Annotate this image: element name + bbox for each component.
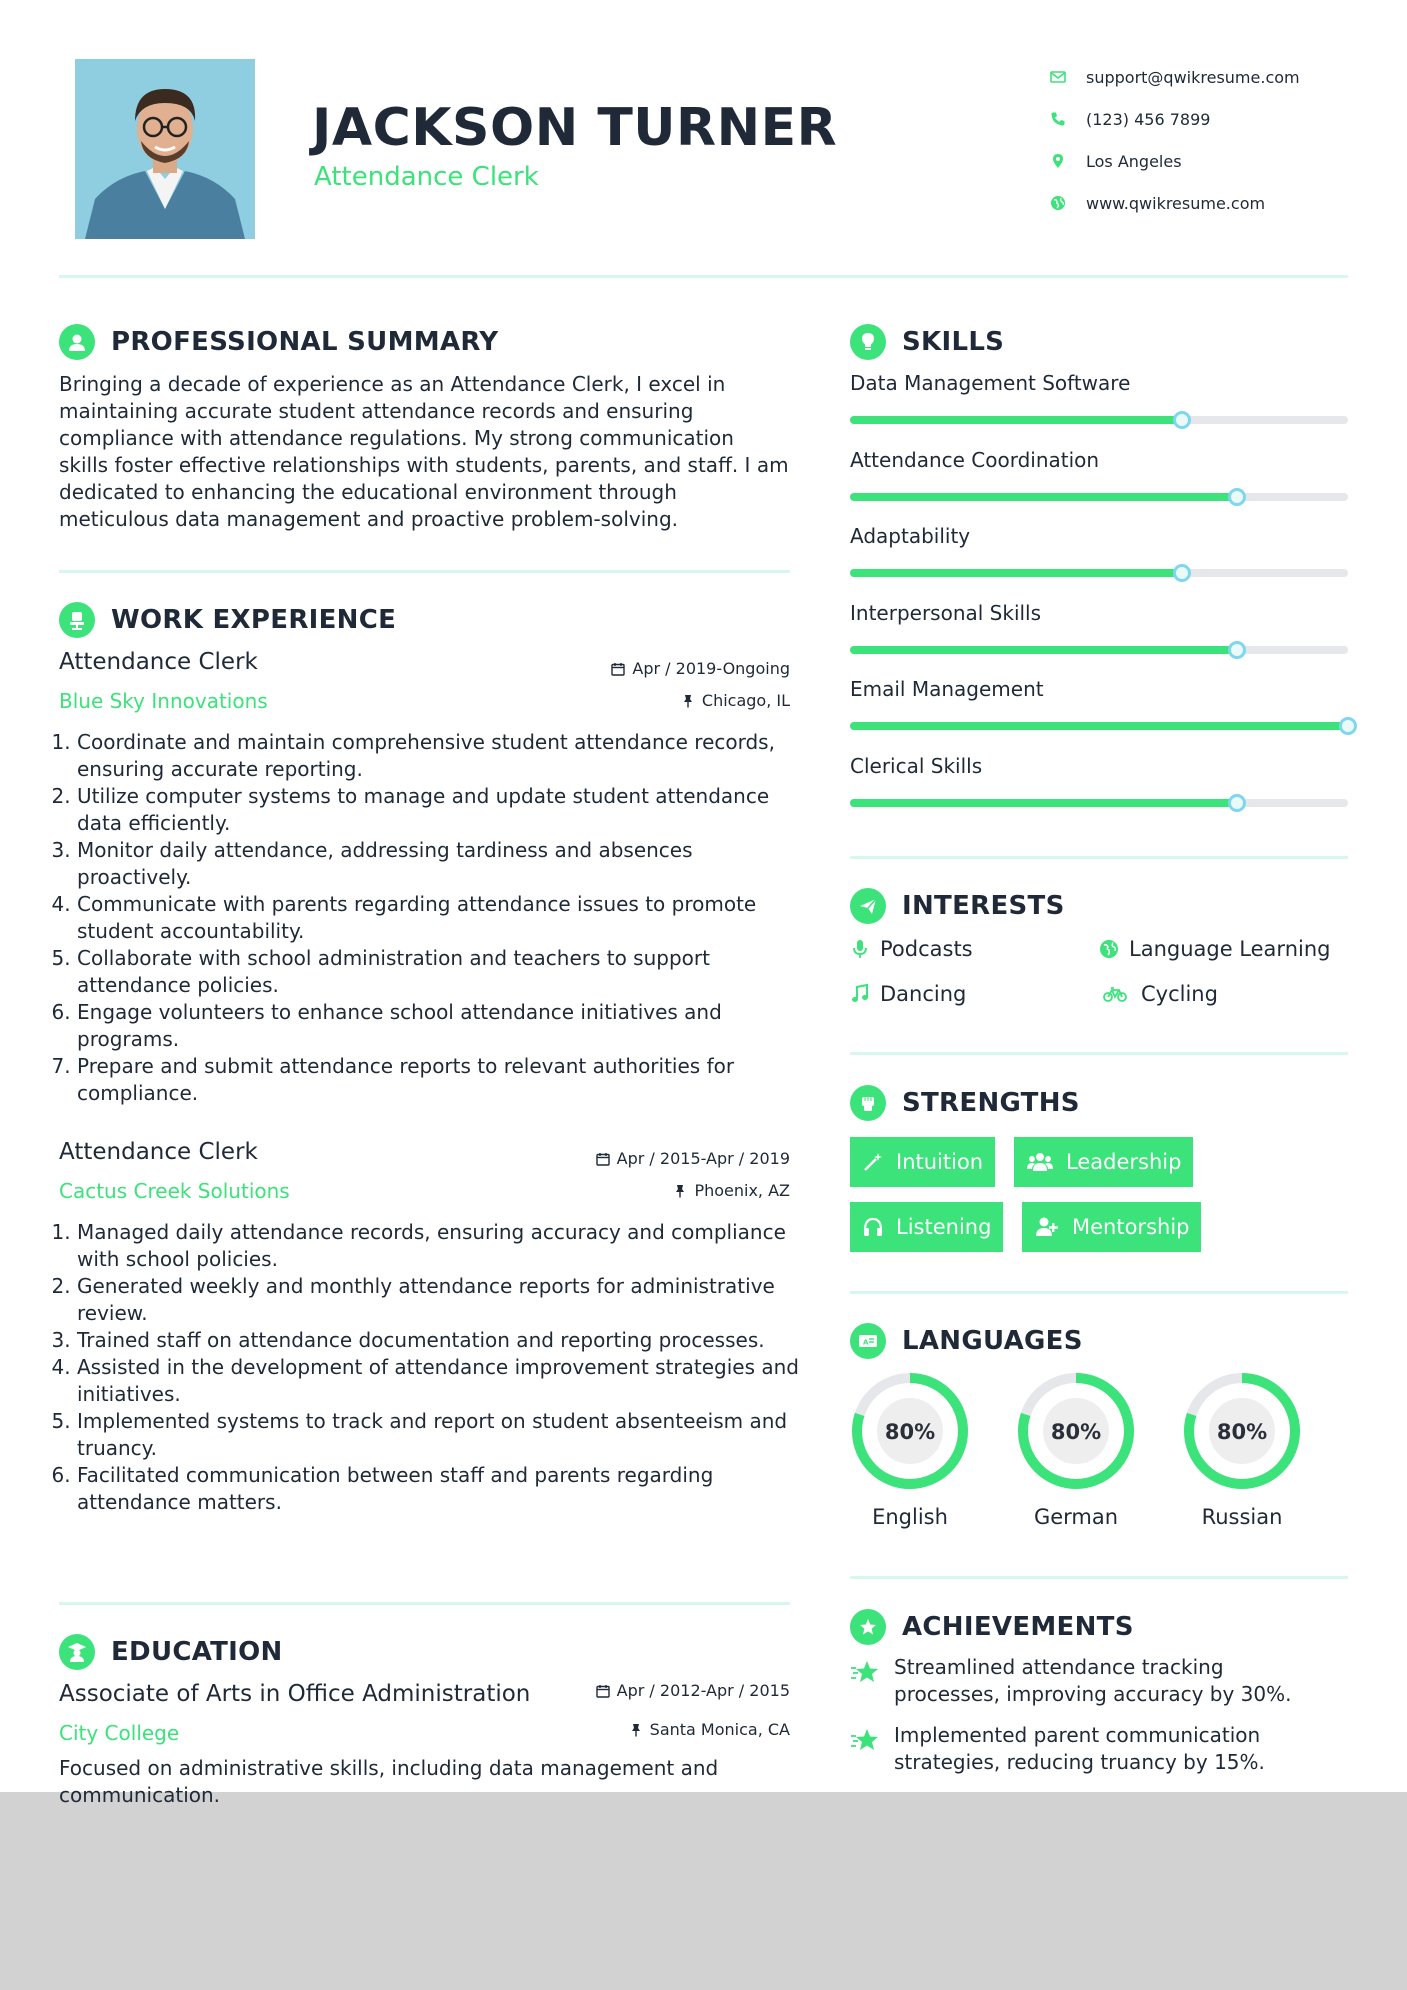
- language-percent: 80%: [1050, 1420, 1102, 1444]
- interest-label: Dancing: [880, 982, 967, 1006]
- education-dates-text: Apr / 2012-Apr / 2015: [616, 1681, 790, 1700]
- skill-bar-knob: [1173, 564, 1191, 582]
- job-2-company: Cactus Creek Solutions: [59, 1179, 290, 1203]
- contact-location-text: Los Angeles: [1086, 151, 1182, 171]
- users-icon: [1026, 1151, 1054, 1173]
- language-card-icon: [850, 1323, 886, 1359]
- language-progress-ring: [848, 1369, 972, 1493]
- achievement-text: Streamlined attendance tracking processes, improving accuracy by 30%.: [894, 1655, 1292, 1706]
- list-item: 6. Engage volunteers to enhance school attendance initiatives and programs.: [77, 999, 789, 1053]
- education-location: [629, 1720, 790, 1739]
- skill-bar: [850, 799, 1348, 807]
- list-item: 7. Prepare and submit attendance reports to relevant authorities for compliance.: [77, 1053, 789, 1107]
- calendar-icon: [611, 662, 625, 676]
- globe-icon: [1099, 939, 1119, 959]
- star-icon: [850, 1728, 880, 1754]
- language-item: [1180, 1369, 1304, 1529]
- profile-photo: [75, 59, 255, 239]
- strength-chip-mentorship: [1022, 1202, 1201, 1252]
- job-1-dates: [611, 659, 790, 678]
- skill-bar-knob: [1228, 794, 1246, 812]
- languages-title: LANGUAGES: [902, 1326, 1083, 1356]
- languages-heading: [850, 1323, 1083, 1359]
- interests-title: INTERESTS: [902, 891, 1065, 921]
- contact-phone-text: (123) 456 7899: [1086, 109, 1211, 129]
- summary-divider: [59, 570, 790, 573]
- list-item: 5. Collaborate with school administration and teachers to support attendance policies.: [77, 945, 789, 999]
- job-2-dates: [596, 1149, 790, 1168]
- skill-label: Interpersonal Skills: [850, 600, 1042, 625]
- list-item: 5. Implemented systems to track and report on student absenteeism and truancy.: [77, 1408, 799, 1462]
- interest-label: Cycling: [1141, 982, 1218, 1006]
- strengths-title: STRENGTHS: [902, 1088, 1080, 1118]
- skill-bar-fill: [850, 722, 1348, 730]
- skill-bar: [850, 722, 1348, 730]
- interest-podcasts: [850, 937, 973, 961]
- language-name: English: [872, 1505, 948, 1529]
- list-item: 6. Facilitated communication between staff and parents regarding attendance matters.: [77, 1462, 799, 1516]
- language-percent: 80%: [884, 1420, 936, 1444]
- education-title: EDUCATION: [111, 1637, 283, 1667]
- job-1-dates-text: Apr / 2019-Ongoing: [632, 659, 790, 678]
- list-item: 3. Trained staff on attendance documentation and reporting processes.: [77, 1327, 799, 1354]
- job-1-duties: [59, 729, 789, 1107]
- skill-bar: [850, 569, 1348, 577]
- job-1-title: Attendance Clerk: [59, 649, 258, 675]
- language-percent: 80%: [1216, 1420, 1268, 1444]
- skill-bar-knob: [1228, 641, 1246, 659]
- calendar-icon: [596, 1684, 610, 1698]
- strengths-heading: [850, 1085, 1080, 1121]
- strengths-divider: [850, 1291, 1348, 1294]
- interest-language-learning: [1099, 937, 1330, 961]
- skills-divider: [850, 856, 1348, 859]
- language-item: [848, 1369, 972, 1529]
- skills-title: SKILLS: [902, 327, 1005, 357]
- job-1-location: [681, 691, 790, 710]
- skill-bar: [850, 416, 1348, 424]
- job-1-location-text: Chicago, IL: [701, 691, 790, 710]
- education-dates: [596, 1681, 790, 1700]
- skill-bar-fill: [850, 646, 1237, 654]
- experience-heading: [59, 602, 396, 638]
- list-item: 2. Generated weekly and monthly attendance reports for administrative review.: [77, 1273, 799, 1327]
- summary-title: PROFESSIONAL SUMMARY: [111, 327, 499, 357]
- email-icon: [1050, 67, 1086, 87]
- interests-heading: [850, 888, 1065, 924]
- list-item: 4. Communicate with parents regarding attendance issues to promote student accountability.: [77, 891, 789, 945]
- contact-list: [1050, 56, 1300, 224]
- skill-label: Email Management: [850, 677, 1044, 701]
- user-icon: [59, 324, 95, 360]
- pushpin-icon: [629, 1723, 643, 1737]
- candidate-name: JACKSON TURNER: [312, 98, 838, 158]
- skill-label: Data Management Software: [850, 371, 1131, 395]
- paper-plane-icon: [850, 888, 886, 924]
- skill-bar-knob: [1228, 488, 1246, 506]
- strength-chip-intuition: [850, 1137, 995, 1187]
- achievement-item: [850, 1654, 1330, 1708]
- languages-divider: [850, 1576, 1348, 1579]
- contact-location: [1050, 140, 1300, 182]
- contact-website-text: www.qwikresume.com: [1086, 193, 1266, 213]
- strength-label: Mentorship: [1072, 1215, 1190, 1239]
- lightbulb-icon: [850, 324, 886, 360]
- strength-label: Listening: [896, 1215, 992, 1239]
- skill-label: Attendance Coordination: [850, 447, 1100, 472]
- fist-icon: [850, 1085, 886, 1121]
- achievement-text: Implemented parent communication strategies, reducing truancy by 15%.: [894, 1723, 1265, 1774]
- skill-label: Clerical Skills: [850, 753, 983, 778]
- header-divider: [59, 275, 1348, 278]
- calendar-icon: [596, 1152, 610, 1166]
- strength-label: Leadership: [1066, 1150, 1182, 1174]
- education-text: Focused on administrative skills, including data management and communication.: [59, 1756, 719, 1807]
- job-2-duties: [59, 1219, 799, 1516]
- achievement-item: [850, 1722, 1330, 1776]
- skill-bar: [850, 646, 1348, 654]
- skill-bar-fill: [850, 416, 1182, 424]
- achievements-heading: [850, 1609, 1134, 1645]
- pushpin-icon: [681, 694, 695, 708]
- education-heading: [59, 1634, 283, 1670]
- bicycle-icon: [1099, 984, 1131, 1004]
- globe-icon: [1050, 193, 1086, 213]
- language-progress-ring: [1180, 1369, 1304, 1493]
- interest-dancing: [850, 982, 966, 1006]
- job-1-company: Blue Sky Innovations: [59, 689, 268, 713]
- list-item: 4. Assisted in the development of attendance improvement strategies and initiatives.: [77, 1354, 799, 1408]
- music-note-icon: [850, 984, 870, 1004]
- list-item: 1. Coordinate and maintain comprehensive student attendance records, ensuring accurate reporting.: [77, 729, 789, 783]
- skill-bar-fill: [850, 569, 1182, 577]
- experience-divider: [59, 1602, 790, 1605]
- strength-chip-leadership: [1014, 1137, 1193, 1187]
- star-icon: [850, 1660, 880, 1686]
- microphone-icon: [850, 939, 870, 959]
- language-item: [1014, 1369, 1138, 1529]
- summary-text: Bringing a decade of experience as an Attendance Clerk, I excel in maintaining accurate student attendance records and ensuring compliance with attendance regulations. My strong communication skills foster effective relationships with students, parents, and staff. I am dedicated to enhancing the educational environment through meticulous data management and proactive problem-solving.: [59, 372, 789, 531]
- strength-chip-listening: [850, 1202, 1003, 1252]
- job-2-title: Attendance Clerk: [59, 1139, 258, 1165]
- pushpin-icon: [673, 1184, 687, 1198]
- language-name: German: [1033, 1505, 1119, 1529]
- list-item: 1. Managed daily attendance records, ensuring accuracy and compliance with school policies.: [77, 1219, 799, 1273]
- svg-text:A: A: [863, 1338, 869, 1347]
- skill-bar-knob: [1339, 717, 1357, 735]
- degree-title: Associate of Arts in Office Administration: [59, 1681, 531, 1707]
- skill-bar-knob: [1173, 411, 1191, 429]
- language-progress-ring: [1014, 1369, 1138, 1493]
- user-plus-icon: [1034, 1216, 1060, 1238]
- contact-email-text: support@qwikresume.com: [1086, 67, 1300, 87]
- location-icon: [1050, 151, 1086, 171]
- graduate-icon: [59, 1634, 95, 1670]
- contact-email[interactable]: [1050, 56, 1300, 98]
- candidate-title: Attendance Clerk: [314, 162, 539, 192]
- interest-label: Podcasts: [880, 937, 973, 961]
- achievements-title: ACHIEVEMENTS: [902, 1612, 1134, 1642]
- school-name: City College: [59, 1721, 180, 1745]
- contact-phone[interactable]: [1050, 98, 1300, 140]
- phone-icon: [1050, 109, 1086, 129]
- briefcase-icon: [59, 602, 95, 638]
- skill-bar: [850, 493, 1348, 501]
- skill-label: Adaptability: [850, 524, 971, 548]
- skills-heading: [850, 324, 1004, 360]
- interest-label: Language Learning: [1129, 937, 1331, 961]
- experience-title: WORK EXPERIENCE: [111, 605, 397, 635]
- interest-cycling: [1099, 982, 1218, 1006]
- skill-bar-fill: [850, 799, 1237, 807]
- contact-website[interactable]: [1050, 182, 1300, 224]
- headphones-icon: [862, 1216, 884, 1238]
- interests-divider: [850, 1052, 1348, 1055]
- skill-bar-fill: [850, 493, 1237, 501]
- summary-heading: [59, 324, 498, 360]
- list-item: 3. Monitor daily attendance, addressing tardiness and absences proactively.: [77, 837, 789, 891]
- education-location-text: Santa Monica, CA: [649, 1720, 790, 1739]
- list-item: 2. Utilize computer systems to manage and update student attendance data efficiently.: [77, 783, 789, 837]
- strength-label: Intuition: [896, 1150, 984, 1174]
- star-badge-icon: [850, 1609, 886, 1645]
- magic-wand-icon: [862, 1151, 884, 1173]
- language-name: Russian: [1201, 1505, 1283, 1529]
- job-2-dates-text: Apr / 2015-Apr / 2019: [616, 1149, 790, 1168]
- job-2-location: [673, 1181, 790, 1200]
- job-2-location-text: Phoenix, AZ: [694, 1181, 790, 1200]
